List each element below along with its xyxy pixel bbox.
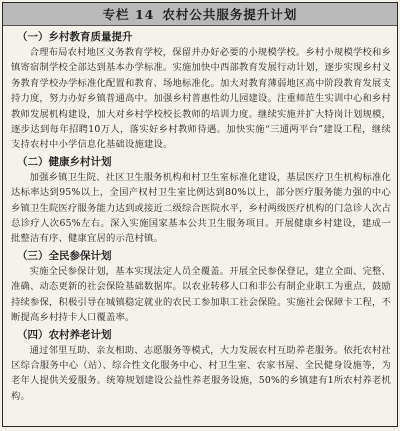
column-title: 农村公共服务提升计划 — [162, 7, 298, 22]
section-paragraph-elderly-care: 通过邻里互助、亲友相助、志愿服务等模式，大力发展农村互助养老服务。依托农村社区综合服务中心（站）、综合性文化服务中心、村卫生室、农家书屋、全民健身设施等，为老年人提供关爱服务。统筹规划建设公益性养老服务设施，50%的乡镇建有1所农村养老机构。 — [11, 344, 391, 402]
section-paragraph-insurance: 实施全民参保计划，基本实现法定人员全覆盖。开展全民参保登记，建立全面、完整、准确、动态更新的社会保险基础数据库。以农业转移人口和非公有制企业职工为重点，鼓励持续参保，积极引导在城镇稳定就业的农民工参加职工社会保险。实施社会保障卡工程，不断提高乡村持卡人口覆盖率。 — [11, 265, 391, 324]
column-box — [2, 2, 398, 427]
column-title-bar — [3, 3, 397, 26]
section-heading-elderly-care: （四）农村养老计划 — [17, 328, 112, 341]
section-heading-health: （二）健康乡村计划 — [17, 155, 112, 168]
section-heading-education: （一）乡村教育质量提升 — [17, 31, 133, 43]
column-label: 专栏 14 — [102, 7, 155, 22]
section-paragraph-education: 合理布局农村地区义务教育学校，保留并办好必要的小规模学校。乡村小规模学校和乡镇寄宿制学校全部达到基本办学标准。实施加快中西部教育发展行动计划，逐步实现乡村义务教育学校办学标准化配置和教育、场地标准化。加大对教育薄弱地区高中阶段教育发展支持力度，努力办好乡镇普通高中。加强乡村普惠性幼儿园建设。注重师范生实训中心和乡村教师发展机构建设，加大对乡村学校校长教师的培训力度。继续实施并扩大特岗计划规模，逐步达到每年招聘10万人，落实好乡村教师待遇。加快实施“三通两平台”建设工程，继续支持农村中小学信息化基础设施建设。 — [11, 47, 391, 151]
section-paragraph-health: 加强乡镇卫生院、社区卫生服务机构和村卫生室标准化建设，基层医疗卫生机构标准化达标率达到95%以上，全国产权村卫生室比例达到80%以上，部分医疗服务能力强的中心乡镇卫生院医疗服务能力达到或接近二级综合医院水平，乡村两级医疗机构的门急诊人次占总诊疗人次65%左右。深入实施国家基本公共卫生服务项目。开展健康乡村建设，建成一批整洁有序、健康宜居的示范村镇。 — [11, 171, 391, 245]
column-content — [3, 26, 397, 404]
section-heading-insurance: （三）全民参保计划 — [17, 249, 112, 262]
